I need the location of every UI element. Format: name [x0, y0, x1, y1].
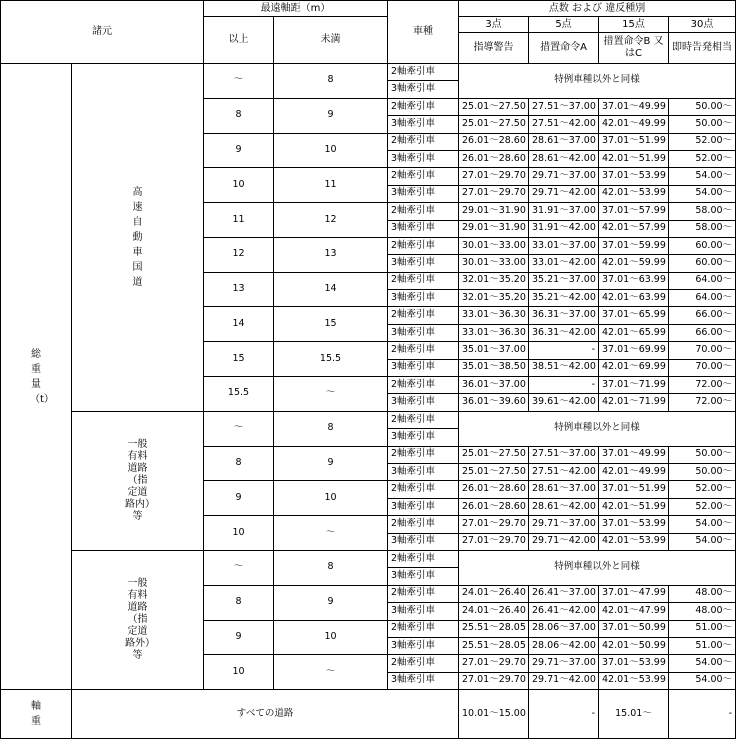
range-5pt: 35.21～37.00 [529, 272, 599, 289]
range-15pt: 37.01～49.99 [599, 446, 669, 463]
vehicle-type-3axle: 3軸牽引車 [388, 637, 459, 654]
section-toll-road-non-designated: 一般有料道路（指定道路外）等 [72, 550, 204, 689]
axle-distance-min: 9 [204, 620, 274, 655]
axle-range-5pt: - [529, 690, 599, 739]
range-5pt: 28.61～37.00 [529, 481, 599, 498]
range-30pt: 48.00～ [669, 603, 736, 620]
range-3pt: 27.01～29.70 [459, 516, 529, 533]
axle-range-30pt: - [669, 690, 736, 739]
range-5pt: 36.31～42.00 [529, 324, 599, 341]
range-5pt: 28.61～42.00 [529, 498, 599, 515]
range-5pt: 29.71～42.00 [529, 672, 599, 689]
range-15pt: 37.01～47.99 [599, 585, 669, 602]
range-15pt: 37.01～51.99 [599, 133, 669, 150]
axle-distance-max: 10 [274, 620, 388, 655]
vehicle-type-2axle: 2軸牽引車 [388, 237, 459, 254]
axle-distance-min: 11 [204, 203, 274, 238]
header-pts30: 30点 [669, 17, 736, 33]
range-30pt: 54.00～ [669, 655, 736, 672]
header-points-violation: 点数 および 違反種別 [459, 1, 736, 17]
range-5pt: 35.21～42.00 [529, 290, 599, 307]
axle-distance-max: 9 [274, 446, 388, 481]
range-15pt: 42.01～51.99 [599, 498, 669, 515]
range-15pt: 42.01～49.99 [599, 463, 669, 480]
range-3pt: 35.01～38.50 [459, 359, 529, 376]
vehicle-type-2axle: 2軸牽引車 [388, 133, 459, 150]
range-3pt: 25.01～27.50 [459, 116, 529, 133]
axle-distance-max: ～ [274, 655, 388, 690]
range-5pt: 27.51～37.00 [529, 446, 599, 463]
vehicle-type-2axle: 2軸牽引車 [388, 377, 459, 394]
vehicle-type-3axle: 3軸牽引車 [388, 568, 459, 585]
range-3pt: 25.51～28.05 [459, 620, 529, 637]
header-violation-15: 措置命令B 又はC [599, 33, 669, 64]
range-15pt: 37.01～65.99 [599, 307, 669, 324]
range-3pt: 26.01～28.60 [459, 150, 529, 167]
header-max-axle-distance: 最遠軸距（m） [204, 1, 388, 17]
range-30pt: 50.00～ [669, 98, 736, 115]
range-30pt: 52.00～ [669, 481, 736, 498]
axle-distance-min: 10 [204, 516, 274, 551]
vehicle-type-2axle: 2軸牽引車 [388, 203, 459, 220]
range-3pt: 24.01～26.40 [459, 603, 529, 620]
range-5pt: 26.41～37.00 [529, 585, 599, 602]
range-15pt: 37.01～51.99 [599, 481, 669, 498]
range-3pt: 32.01～35.20 [459, 272, 529, 289]
axle-distance-min: ～ [204, 411, 274, 446]
range-15pt: 42.01～53.99 [599, 533, 669, 550]
axle-distance-min: 8 [204, 98, 274, 133]
axle-distance-min: 9 [204, 481, 274, 516]
vehicle-type-2axle: 2軸牽引車 [388, 307, 459, 324]
axle-distance-max: ～ [274, 377, 388, 412]
range-30pt: 66.00～ [669, 324, 736, 341]
axle-distance-max: 8 [274, 411, 388, 446]
header-pts5: 5点 [529, 17, 599, 33]
range-5pt: 27.51～37.00 [529, 98, 599, 115]
range-5pt: 29.71～37.00 [529, 655, 599, 672]
header-less-than: 未満 [274, 17, 388, 64]
range-15pt: 37.01～50.99 [599, 620, 669, 637]
range-30pt: 70.00～ [669, 342, 736, 359]
range-3pt: 33.01～36.30 [459, 324, 529, 341]
range-15pt: 42.01～50.99 [599, 637, 669, 654]
axle-distance-max: 10 [274, 133, 388, 168]
vehicle-type-3axle: 3軸牽引車 [388, 359, 459, 376]
vehicle-type-2axle: 2軸牽引車 [388, 342, 459, 359]
range-30pt: 58.00～ [669, 203, 736, 220]
vehicle-type-2axle: 2軸牽引車 [388, 168, 459, 185]
vehicle-type-3axle: 3軸牽引車 [388, 324, 459, 341]
header-at-least: 以上 [204, 17, 274, 64]
axle-range-15pt: 15.01～ [599, 690, 669, 739]
range-3pt: 26.01～28.60 [459, 481, 529, 498]
vehicle-type-2axle: 2軸牽引車 [388, 585, 459, 602]
range-15pt: 42.01～69.99 [599, 359, 669, 376]
axle-distance-max: 15.5 [274, 342, 388, 377]
vehicle-type-2axle: 2軸牽引車 [388, 446, 459, 463]
vehicle-type-3axle: 3軸牽引車 [388, 255, 459, 272]
axle-distance-max: 8 [274, 550, 388, 585]
range-15pt: 42.01～63.99 [599, 290, 669, 307]
range-30pt: 58.00～ [669, 220, 736, 237]
range-5pt: 26.41～42.00 [529, 603, 599, 620]
range-5pt: 29.71～37.00 [529, 168, 599, 185]
axle-distance-min: ～ [204, 64, 274, 99]
range-15pt: 42.01～57.99 [599, 220, 669, 237]
axle-distance-max: 9 [274, 585, 388, 620]
vehicle-type-3axle: 3軸牽引車 [388, 533, 459, 550]
range-3pt: 27.01～29.70 [459, 185, 529, 202]
header-specs: 諸元 [1, 1, 204, 64]
axle-distance-min: 8 [204, 446, 274, 481]
range-5pt: 28.06～42.00 [529, 637, 599, 654]
special-note: 特例車種以外と同様 [459, 411, 736, 446]
vehicle-type-3axle: 3軸牽引車 [388, 116, 459, 133]
axle-distance-max: 9 [274, 98, 388, 133]
axle-distance-max: 14 [274, 272, 388, 307]
special-note: 特例車種以外と同様 [459, 64, 736, 99]
vehicle-type-2axle: 2軸牽引車 [388, 411, 459, 428]
range-15pt: 42.01～59.99 [599, 255, 669, 272]
axle-distance-max: 8 [274, 64, 388, 99]
range-3pt: 27.01～29.70 [459, 655, 529, 672]
vehicle-type-2axle: 2軸牽引車 [388, 550, 459, 567]
vehicle-type-2axle: 2軸牽引車 [388, 516, 459, 533]
range-3pt: 36.01～37.00 [459, 377, 529, 394]
total-weight-label: 総重量（t） [1, 64, 72, 690]
range-3pt: 25.01～27.50 [459, 463, 529, 480]
range-15pt: 42.01～53.99 [599, 185, 669, 202]
axle-range-3pt: 10.01～15.00 [459, 690, 529, 739]
range-3pt: 29.01～31.90 [459, 220, 529, 237]
section-expressway: 高速自動車国道 [72, 64, 204, 412]
range-5pt: 29.71～42.00 [529, 533, 599, 550]
range-30pt: 50.00～ [669, 116, 736, 133]
axle-distance-min: 14 [204, 307, 274, 342]
header-violation-3: 指導警告 [459, 33, 529, 64]
range-3pt: 27.01～29.70 [459, 672, 529, 689]
range-30pt: 50.00～ [669, 463, 736, 480]
range-3pt: 27.01～29.70 [459, 168, 529, 185]
axle-distance-min: 15 [204, 342, 274, 377]
range-5pt: - [529, 377, 599, 394]
range-30pt: 72.00～ [669, 377, 736, 394]
range-30pt: 70.00～ [669, 359, 736, 376]
range-5pt: 27.51～42.00 [529, 463, 599, 480]
range-5pt: 27.51～42.00 [529, 116, 599, 133]
range-30pt: 54.00～ [669, 516, 736, 533]
range-15pt: 37.01～53.99 [599, 168, 669, 185]
range-15pt: 42.01～49.99 [599, 116, 669, 133]
range-5pt: 29.71～42.00 [529, 185, 599, 202]
range-3pt: 29.01～31.90 [459, 203, 529, 220]
vehicle-type-2axle: 2軸牽引車 [388, 98, 459, 115]
range-5pt: 38.51～42.00 [529, 359, 599, 376]
range-30pt: 54.00～ [669, 168, 736, 185]
vehicle-type-2axle: 2軸牽引車 [388, 655, 459, 672]
header-pts3: 3点 [459, 17, 529, 33]
range-5pt: 29.71～37.00 [529, 516, 599, 533]
vehicle-type-2axle: 2軸牽引車 [388, 272, 459, 289]
range-5pt: 36.31～37.00 [529, 307, 599, 324]
vehicle-type-3axle: 3軸牽引車 [388, 672, 459, 689]
range-15pt: 42.01～47.99 [599, 603, 669, 620]
range-3pt: 26.01～28.60 [459, 133, 529, 150]
range-3pt: 33.01～36.30 [459, 307, 529, 324]
range-30pt: 64.00～ [669, 290, 736, 307]
vehicle-type-3axle: 3軸牽引車 [388, 290, 459, 307]
vehicle-type-2axle: 2軸牽引車 [388, 64, 459, 81]
range-30pt: 54.00～ [669, 533, 736, 550]
range-3pt: 25.01～27.50 [459, 446, 529, 463]
vehicle-type-3axle: 3軸牽引車 [388, 463, 459, 480]
range-5pt: 39.61～42.00 [529, 394, 599, 411]
axle-distance-min: 13 [204, 272, 274, 307]
range-3pt: 25.51～28.05 [459, 637, 529, 654]
vehicle-type-3axle: 3軸牽引車 [388, 81, 459, 98]
range-30pt: 51.00～ [669, 637, 736, 654]
axle-distance-min: 10 [204, 168, 274, 203]
range-15pt: 42.01～65.99 [599, 324, 669, 341]
range-15pt: 37.01～49.99 [599, 98, 669, 115]
range-30pt: 50.00～ [669, 446, 736, 463]
range-5pt: 33.01～37.00 [529, 237, 599, 254]
range-30pt: 72.00～ [669, 394, 736, 411]
axle-distance-min: 15.5 [204, 377, 274, 412]
vehicle-type-2axle: 2軸牽引車 [388, 481, 459, 498]
range-3pt: 30.01～33.00 [459, 255, 529, 272]
range-5pt: 28.61～37.00 [529, 133, 599, 150]
range-30pt: 60.00～ [669, 255, 736, 272]
axle-distance-min: 9 [204, 133, 274, 168]
range-15pt: 42.01～71.99 [599, 394, 669, 411]
range-15pt: 37.01～59.99 [599, 237, 669, 254]
range-30pt: 52.00～ [669, 150, 736, 167]
range-15pt: 37.01～63.99 [599, 272, 669, 289]
axle-distance-max: 13 [274, 237, 388, 272]
range-15pt: 37.01～53.99 [599, 516, 669, 533]
header-violation-30: 即時告発相当 [669, 33, 736, 64]
range-5pt: 28.06～37.00 [529, 620, 599, 637]
range-15pt: 37.01～69.99 [599, 342, 669, 359]
range-5pt: 28.61～42.00 [529, 150, 599, 167]
vehicle-type-3axle: 3軸牽引車 [388, 429, 459, 446]
range-15pt: 42.01～53.99 [599, 672, 669, 689]
range-5pt: 31.91～42.00 [529, 220, 599, 237]
range-15pt: 37.01～57.99 [599, 203, 669, 220]
axle-distance-min: 10 [204, 655, 274, 690]
range-3pt: 36.01～39.60 [459, 394, 529, 411]
vehicle-type-2axle: 2軸牽引車 [388, 620, 459, 637]
axle-distance-min: ～ [204, 550, 274, 585]
range-3pt: 27.01～29.70 [459, 533, 529, 550]
axle-distance-min: 8 [204, 585, 274, 620]
axle-distance-max: 15 [274, 307, 388, 342]
vehicle-type-3axle: 3軸牽引車 [388, 498, 459, 515]
range-3pt: 32.01～35.20 [459, 290, 529, 307]
range-5pt: - [529, 342, 599, 359]
range-30pt: 48.00～ [669, 585, 736, 602]
range-30pt: 66.00～ [669, 307, 736, 324]
range-30pt: 64.00～ [669, 272, 736, 289]
vehicle-type-3axle: 3軸牽引車 [388, 220, 459, 237]
axle-distance-max: 11 [274, 168, 388, 203]
axle-distance-max: ～ [274, 516, 388, 551]
range-3pt: 35.01～37.00 [459, 342, 529, 359]
range-30pt: 54.00～ [669, 185, 736, 202]
range-30pt: 52.00～ [669, 498, 736, 515]
axle-distance-min: 12 [204, 237, 274, 272]
axle-distance-max: 12 [274, 203, 388, 238]
special-note: 特例車種以外と同様 [459, 550, 736, 585]
range-3pt: 26.01～28.60 [459, 498, 529, 515]
axle-weight-label: 軸重 [1, 690, 72, 739]
header-pts15: 15点 [599, 17, 669, 33]
range-30pt: 51.00～ [669, 620, 736, 637]
range-30pt: 52.00～ [669, 133, 736, 150]
range-15pt: 42.01～51.99 [599, 150, 669, 167]
axle-weight-road: すべての道路 [72, 690, 459, 739]
vehicle-type-3axle: 3軸牽引車 [388, 150, 459, 167]
range-30pt: 60.00～ [669, 237, 736, 254]
range-5pt: 33.01～42.00 [529, 255, 599, 272]
range-3pt: 25.01～27.50 [459, 98, 529, 115]
vehicle-type-3axle: 3軸牽引車 [388, 185, 459, 202]
range-3pt: 30.01～33.00 [459, 237, 529, 254]
range-3pt: 24.01～26.40 [459, 585, 529, 602]
header-violation-5: 措置命令A [529, 33, 599, 64]
vehicle-type-3axle: 3軸牽引車 [388, 603, 459, 620]
range-15pt: 37.01～71.99 [599, 377, 669, 394]
vehicle-type-3axle: 3軸牽引車 [388, 394, 459, 411]
header-vehicle-type: 車種 [388, 1, 459, 64]
range-30pt: 54.00～ [669, 672, 736, 689]
axle-distance-max: 10 [274, 481, 388, 516]
range-15pt: 37.01～53.99 [599, 655, 669, 672]
range-5pt: 31.91～37.00 [529, 203, 599, 220]
section-toll-road-designated: 一般有料道路（指定道路内）等 [72, 411, 204, 550]
